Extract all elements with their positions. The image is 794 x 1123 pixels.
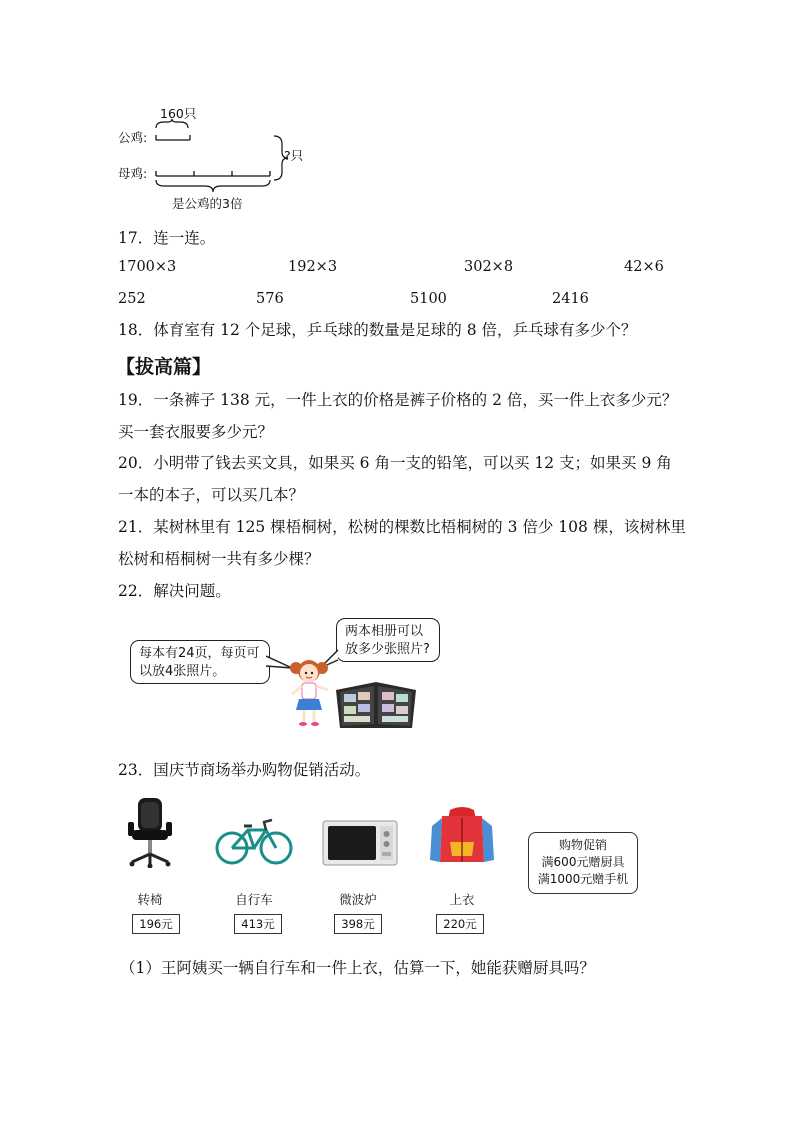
question-18: 18．体育室有 12 个足球，乒乓球的数量是足球的 8 倍，乒乓球有多少个？ [118,321,637,339]
rooster-count-label: 160只 [160,106,197,121]
bubble-left-line-2: 以放4张照片。 [139,664,226,679]
question-21-line-2: 松树和梧桐树一共有多少棵？ [118,550,320,568]
answer-4[interactable]: 2416 [552,291,589,307]
expression-2[interactable]: 192×3 [288,259,338,275]
segment-drawing [150,118,290,198]
answer-1[interactable]: 252 [118,291,146,307]
question-20-line-2: 一本的本子，可以买几本？ [118,486,305,504]
product-name-chair: 转椅 [137,892,163,907]
promo-rule-1: 满600元赠厨具 [541,855,625,869]
question-22: 22．解决问题。 [118,582,231,600]
price-tag-microwave: 398元 [334,914,382,934]
bubble-right-line-1: 两本相册可以 [345,624,424,639]
total-label: ?只 [284,148,304,163]
bubble-left-line-1: 每本有24页，每页可 [139,646,260,661]
question-23-part-1: （1）王阿姨买一辆自行车和一件上衣，估算一下，她能获赠厨具吗？ [120,959,595,977]
answer-3[interactable]: 5100 [410,291,447,307]
question-23: 23．国庆节商场举办购物促销活动。 [118,761,371,779]
price-tag-bicycle: 413元 [234,914,282,934]
microwave-icon [322,820,398,866]
product-name-microwave: 微波炉 [339,892,377,907]
bicycle-icon [214,816,294,866]
product-name-jacket: 上衣 [449,892,475,907]
girl-icon [284,654,334,728]
speech-bubble-right [336,618,440,662]
promotion-box [528,832,638,894]
bubble-right-line-2: 放多少张照片? [345,642,430,657]
question-17: 17．连一连。 [118,229,216,247]
photo-album-icon [332,680,420,732]
expression-4[interactable]: 42×6 [624,259,664,275]
expression-3[interactable]: 302×8 [464,259,514,275]
speech-bubble-left [130,640,270,684]
jacket-icon [428,806,496,868]
hen-caption: 是公鸡的3倍 [172,196,243,211]
question-21-line-1: 21．某树林里有 125 棵梧桐树，松树的棵数比梧桐树的 3 倍少 108 棵，该树林里 [118,518,686,536]
question-20-line-1: 20．小明带了钱去买文具，如果买 6 角一支的铅笔，可以买 12 支；如果买 9 角 [118,454,672,472]
office-chair-icon [126,796,174,868]
price-tag-jacket: 220元 [436,914,484,934]
price-tag-chair: 196元 [132,914,180,934]
product-name-bicycle: 自行车 [235,892,273,907]
answer-2[interactable]: 576 [256,291,284,307]
question-19-line-1: 19．一条裤子 138 元，一件上衣的价格是裤子价格的 2 倍，买一件上衣多少元？ [118,391,678,409]
promo-rule-2: 满1000元赠手机 [537,872,629,886]
promo-title: 购物促销 [558,838,607,852]
section-title: 【拔高篇】 [116,356,212,378]
rooster-label: 公鸡: [118,130,148,145]
expression-1[interactable]: 1700×3 [118,259,177,275]
hen-label: 母鸡: [118,166,148,181]
question-19-line-2: 买一套衣服要多少元？ [118,423,274,441]
